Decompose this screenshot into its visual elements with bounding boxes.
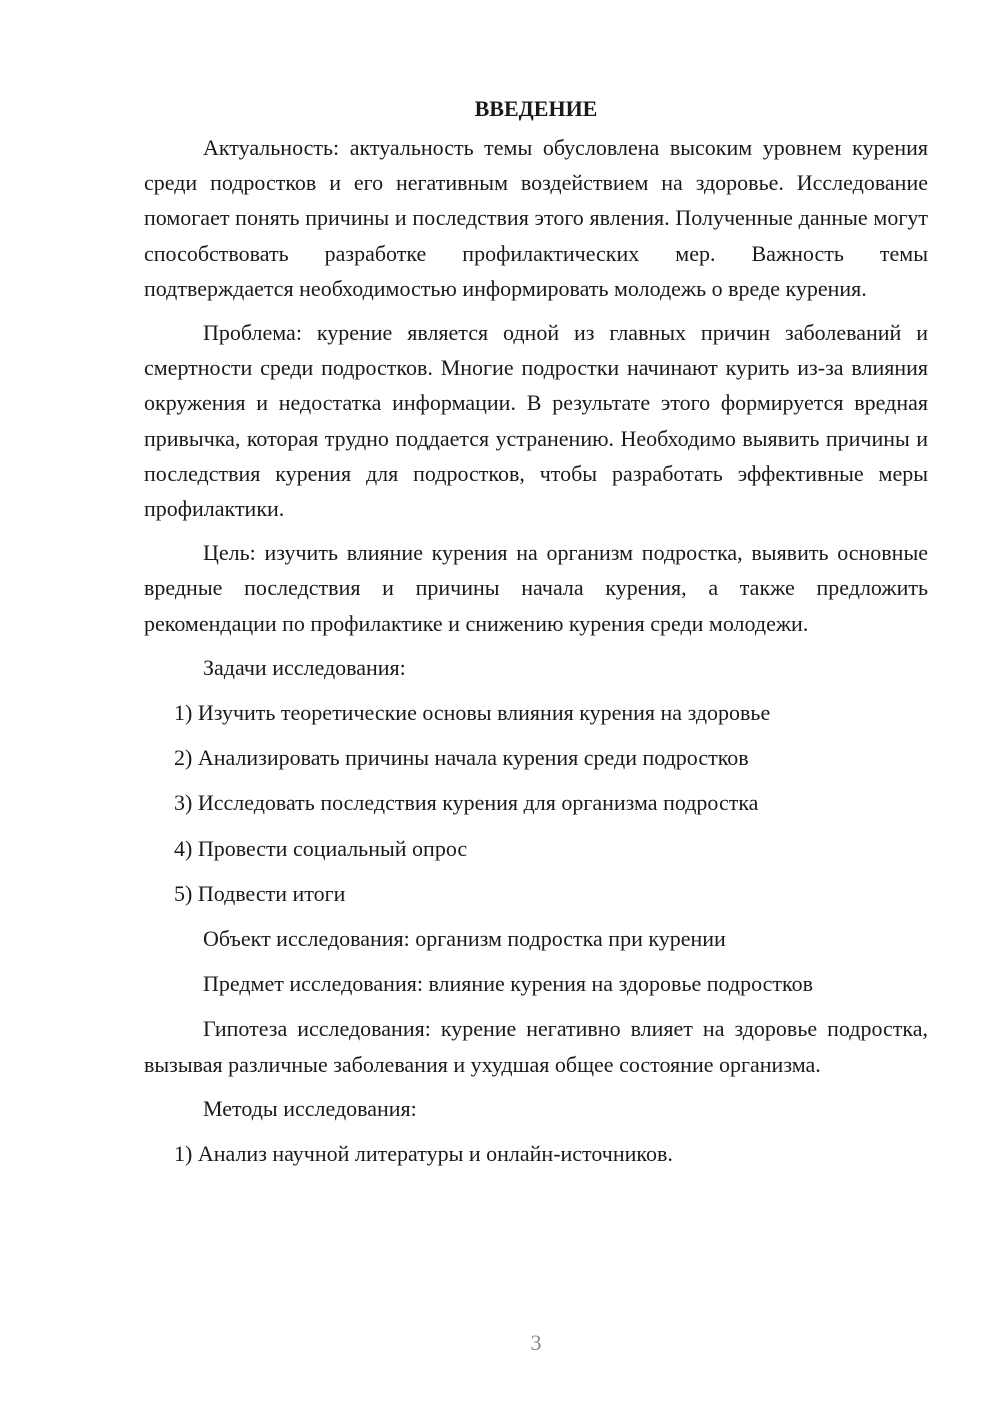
methods-list [144, 1136, 928, 1171]
list-item: 1) Изучить теоретические основы влияния курения на здоровье [174, 700, 771, 726]
list-item: 4) Провести социальный опрос [174, 835, 468, 861]
hypothesis-paragraph: Гипотеза исследования: курение негативно влияет на здоровье подростка, вызывая различные заболевания и ухудшая общее состояние организма. [144, 1016, 928, 1077]
list-item: 3) Исследовать последствия курения для организма подростка [174, 790, 759, 816]
page-number: 3 [530, 1330, 542, 1355]
section-title: ВВЕДЕНИЕ [474, 96, 598, 121]
tasks-list [144, 695, 928, 911]
tasks-heading: Задачи исследования: [203, 654, 406, 680]
relevance-paragraph: Актуальность: актуальность темы обусловлена высоким уровнем курения среди подростков и его негативным воздействием на здоровье. Исследование помогает понять причины и последствия этого явления. Полученные данные могут способствовать разработке профилактических мер. Важность темы подтверждается необходимостью информировать молодежь о вреде курения. [144, 135, 928, 301]
list-item: 5) Подвести итоги [174, 880, 346, 906]
problem-paragraph: Проблема: курение является одной из главных причин заболеваний и смертности среди подростков. Многие подростки начинают курить из-за влияния окружения и недостатка информации. В результате этого формируется вредная привычка, которая трудно поддается устранению. Необходимо выявить причины и последствия курения для подростков, чтобы разработать эффективные меры профилактики. [144, 320, 928, 522]
subject-line: Предмет исследования: влияние курения на здоровье подростков [203, 971, 813, 997]
list-item: 2) Анализировать причины начала курения среди подростков [174, 745, 749, 771]
list-item: 1) Анализ научной литературы и онлайн-источников. [174, 1141, 673, 1167]
methods-heading: Методы исследования: [203, 1095, 417, 1121]
object-line: Объект исследования: организм подростка при курении [203, 926, 726, 952]
goal-paragraph: Цель: изучить влияние курения на организм подростка, выявить основные вредные последствия и причины начала курения, а также предложить рекомендации по профилактике и снижению курения среди молодежи. [144, 540, 928, 636]
document-page [144, 92, 928, 1181]
